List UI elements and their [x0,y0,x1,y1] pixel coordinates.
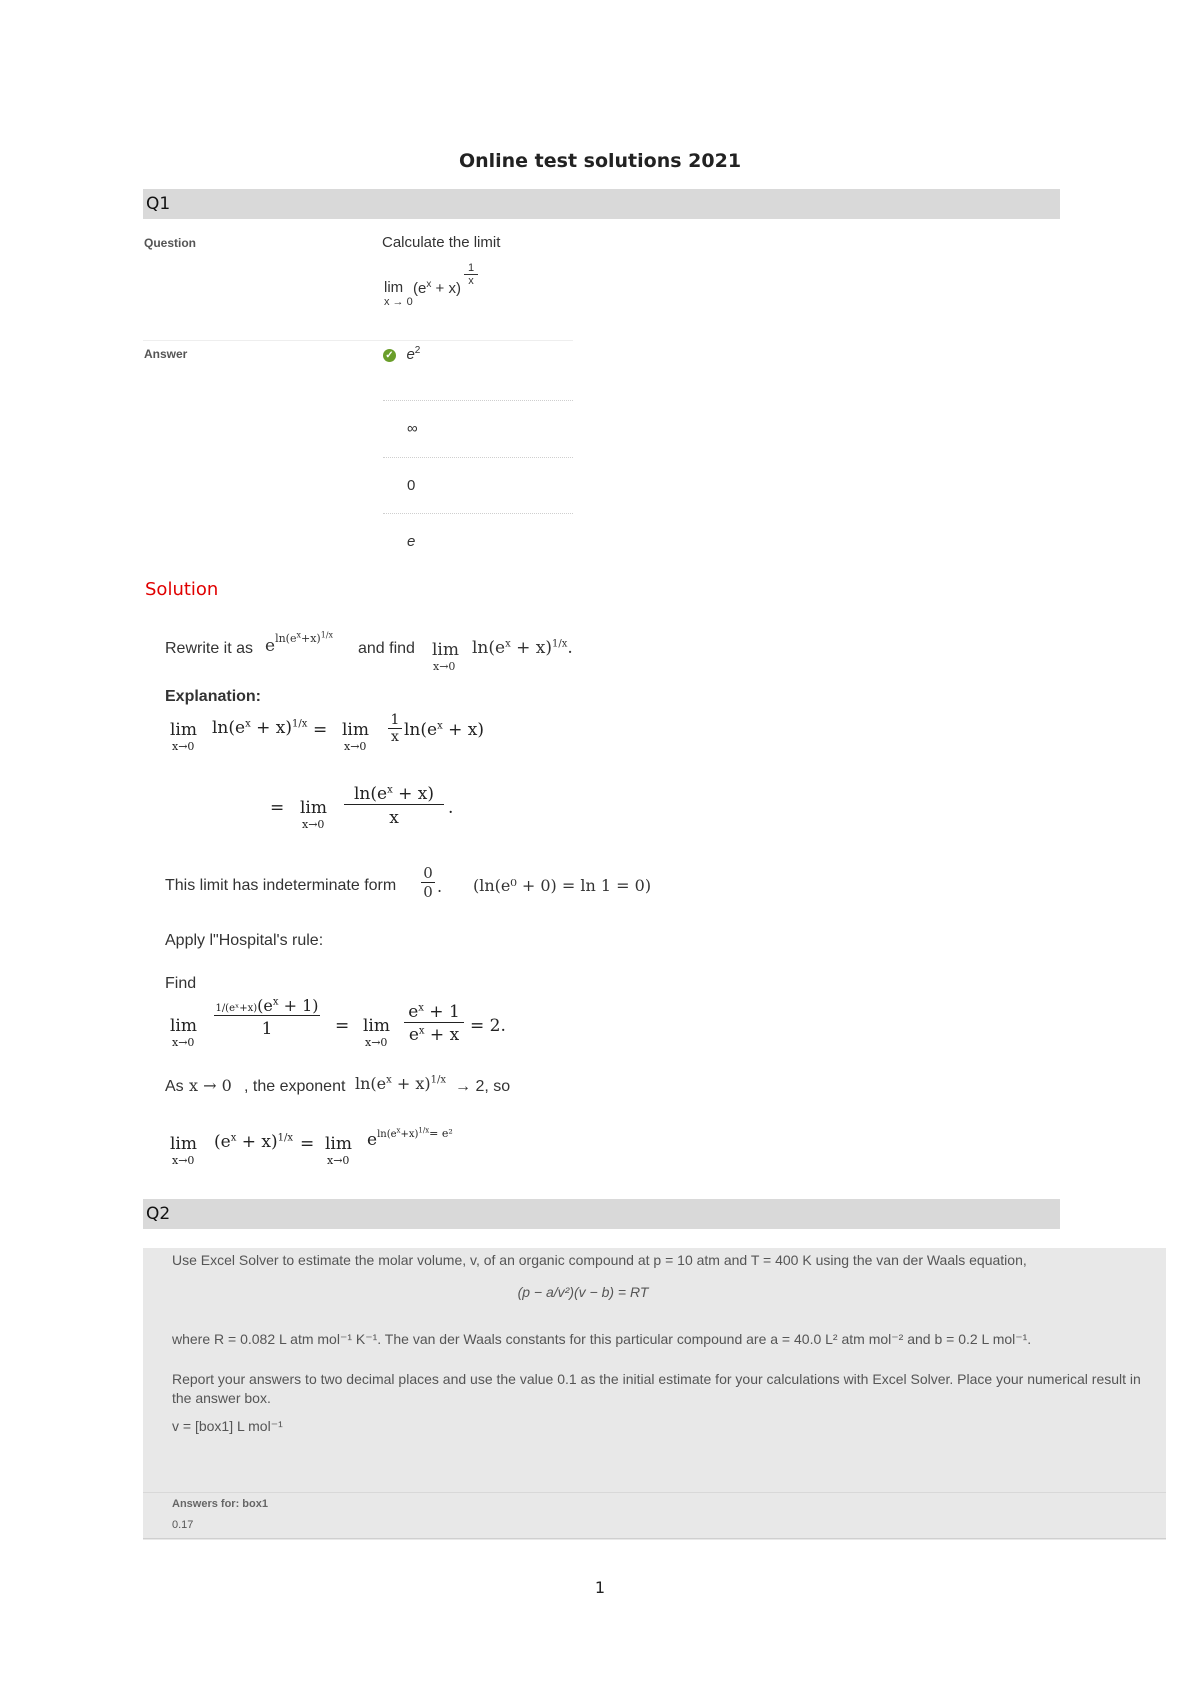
answer-label: Answer [144,347,188,361]
q2-panel [143,1248,1166,1540]
explanation-label: Explanation: [165,688,262,705]
equation-final: lim x→0 $(e^x + x)^{1/x}$ = lim x→0 $e^{ln(e^x+x)^{1/x}= e^2}$ [170,1126,453,1167]
q2-header: Q2 [143,1199,1060,1229]
limit-power: 1 x [464,262,478,287]
q2-equation: (p − a/v²)(v − b) = RT [517,1284,649,1300]
option-text: e [406,346,415,364]
document-title: Online test solutions 2021 [458,150,742,172]
answer-option-correct[interactable] [383,345,420,364]
indeterminate-line: This limit has indeterminate form 0 0 . (ln(e⁰ + 0) = ln 1 = 0) [165,864,652,901]
find-label: Find [165,975,197,992]
divider [143,340,573,341]
q2-answer-value: 0.17 [172,1519,194,1531]
divider [383,400,573,401]
q2-constants: where R = 0.082 L atm mol⁻¹ K⁻¹. The van der Waals constants for this particular compound are a = 40.0 L² atm mol⁻² and b = 0.2 L mol⁻¹. [172,1331,1032,1347]
exponent-line: As x → 0 , the exponent $\ln(e^x + x)^{1/x}$ → 2, so [165,1074,511,1095]
q1-header: Q1 [143,189,1060,219]
solution-heading: Solution [145,579,219,600]
q2-intro: Use Excel Solver to estimate the molar volume, v, of an organic compound at p = 10 atm and T = 400 K using the van der Waals equation, [172,1252,1027,1268]
question-text: Calculate the limit [382,234,501,251]
question-limit [384,262,584,312]
divider [143,1492,1166,1493]
equation-1: lim x→0 $\ln(e^x + x)^{1/x}$ = lim x→0 1 x $\ln(e^x + x)$ [170,712,485,753]
check-icon: ✓ [383,349,396,362]
rewrite-line: Rewrite it as $e^{ln(e^x+x)^{1/x}}$ and find lim x→0 $\ln(e^x + x)^{1/x}$. [165,630,573,673]
lhopital-text: Apply l"Hospital's rule: [165,932,324,949]
q2-answer-line: v = [box1] L mol⁻¹ [172,1418,283,1434]
page-number: 1 [594,1578,606,1597]
q2-instructions: Report your answers to two decimal places and use the value 0.1 as the initial estimate for your calculations with Excel Solver. Place your numerical result in the answer box. [172,1371,1141,1406]
equation-lhopital: lim x→0 $1/(eˣ+x)(e^x + 1)$ 1 = lim x→0 $e^x + 1$ $e^x + x$ = 2. [170,996,506,1049]
limit-base: $(e^x + x)$ [413,279,461,297]
limit-lim: lim [384,279,404,296]
divider [143,1538,1166,1539]
answer-option[interactable]: e [407,533,416,550]
divider [383,457,573,458]
answer-option[interactable]: 0 [407,477,416,494]
option-sup: 2 [414,345,421,356]
answer-option[interactable]: ∞ [407,420,418,437]
divider [383,513,573,514]
question-label: Question [144,236,197,250]
equation-2: = lim x→0 $\ln(e^x + x)$ x . [270,784,454,831]
limit-sub: x → 0 [384,296,413,308]
q2-answers-label: Answers for: box1 [172,1498,268,1510]
